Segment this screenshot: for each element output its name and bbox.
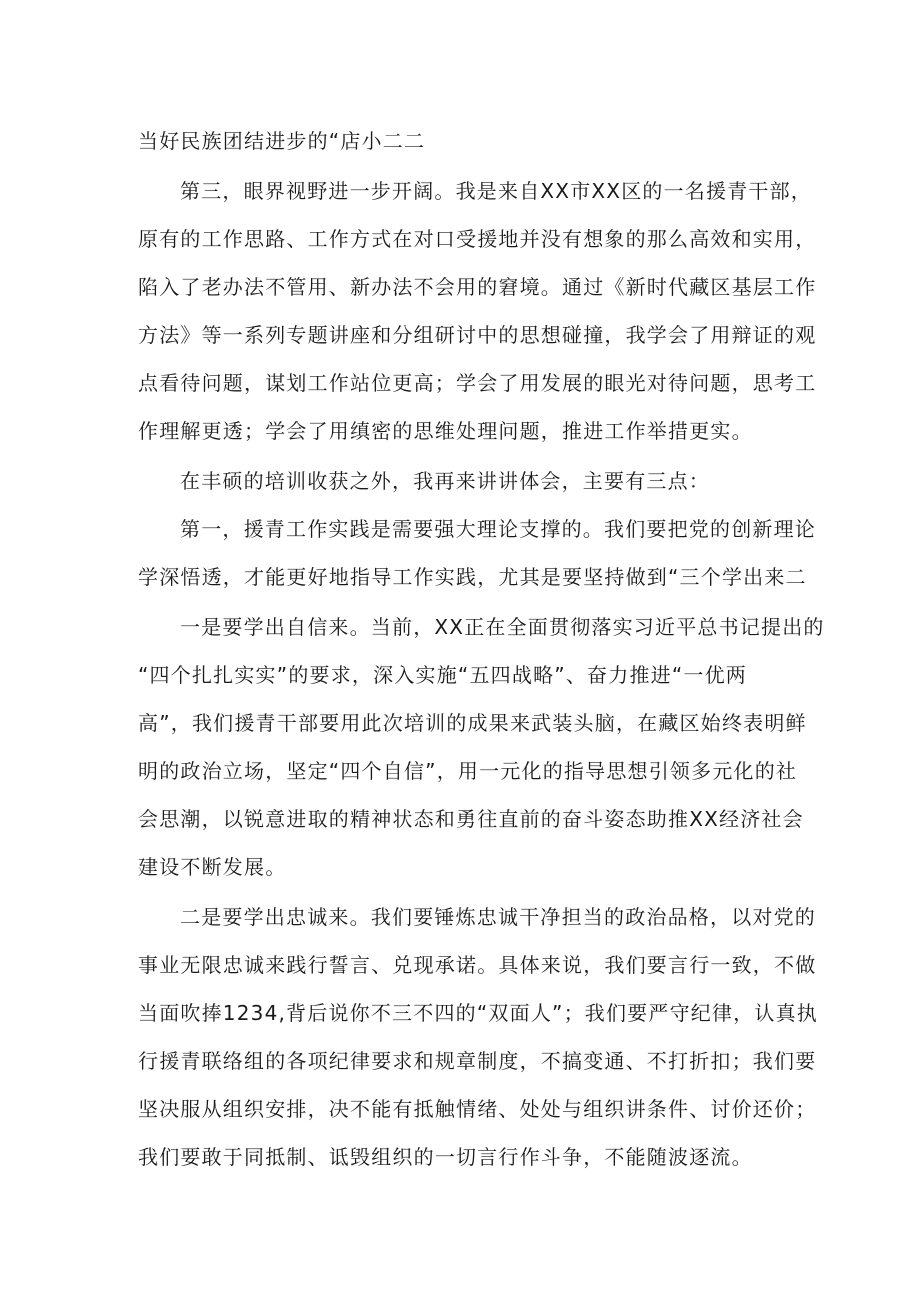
- paragraph-line: 方法》等一系列专题讲座和分组研讨中的思想碰撞，我学会了用辩证的观: [138, 323, 817, 347]
- paragraph-line: 当好民族团结进步的“店小二二: [138, 129, 426, 153]
- paragraph-line: 陷入了老办法不管用、新办法不会用的窘境。通过《新时代藏区基层工作: [138, 275, 817, 299]
- paragraph-line: 事业无限忠诚来践行誓言、兑现承诺。具体来说，我们要言行一致，不做: [138, 953, 817, 977]
- paragraph-line: 二是要学出忠诚来。我们要锤炼忠诚干净担当的政治品格，以对党的: [180, 905, 816, 929]
- paragraph-line: 一是要学出自信来。当前，XX正在全面贯彻落实习近平总书记提出的: [180, 615, 825, 639]
- paragraph-line: “四个扎扎实实”的要求，深入实施“五四战略”、奋力推进“一优两: [138, 663, 748, 687]
- paragraph-line: 明的政治立场，坚定“四个自信”，用一元化的指导思想引领多元化的社: [138, 759, 798, 783]
- paragraph-line: 作理解更透；学会了用缜密的思维处理问题，推进工作举措更实。: [138, 419, 753, 443]
- paragraph-line: 在丰硕的培训收获之外，我再来讲讲体会，主要有三点：: [180, 469, 710, 493]
- paragraph-line: 建设不断发展。: [138, 855, 287, 879]
- paragraph-line: 第三，眼界视野进一步开阔。我是来自XX市XX区的一名援青干部，: [180, 179, 813, 203]
- paragraph-line: 会思潮，以锐意进取的精神状态和勇往直前的奋斗姿态助推XX经济社会: [138, 807, 804, 831]
- paragraph-line: 我们要敢于同抵制、诋毁组织的一切言行作斗争，不能随波逐流。: [138, 1145, 753, 1169]
- paragraph-line: 高”，我们援青干部要用此次培训的成果来武装头脑，在藏区始终表明鲜: [138, 711, 807, 735]
- paragraph-line: 学深悟透，才能更好地指导工作实践，尤其是要坚持做到“三个学出来二: [138, 565, 807, 589]
- paragraph-line: 点看待问题，谋划工作站位更高；学会了用发展的眼光对待问题，思考工: [138, 371, 817, 395]
- paragraph-line: 第一，援青工作实践是需要强大理论支撑的。我们要把党的创新理论: [180, 517, 816, 541]
- paragraph-line: 当面吹捧1234,背后说你不三不四的“双面人”；我们要严守纪律，认真执: [138, 1001, 818, 1025]
- paragraph-line: 行援青联络组的各项纪律要求和规章制度，不搞变通、不打折扣；我们要: [138, 1049, 817, 1073]
- paragraph-line: 坚决服从组织安排，决不能有抵触情绪、处处与组织讲条件、讨价还价；: [138, 1097, 817, 1121]
- paragraph-line: 原有的工作思路、工作方式在对口受援地并没有想象的那么高效和实用，: [138, 227, 817, 251]
